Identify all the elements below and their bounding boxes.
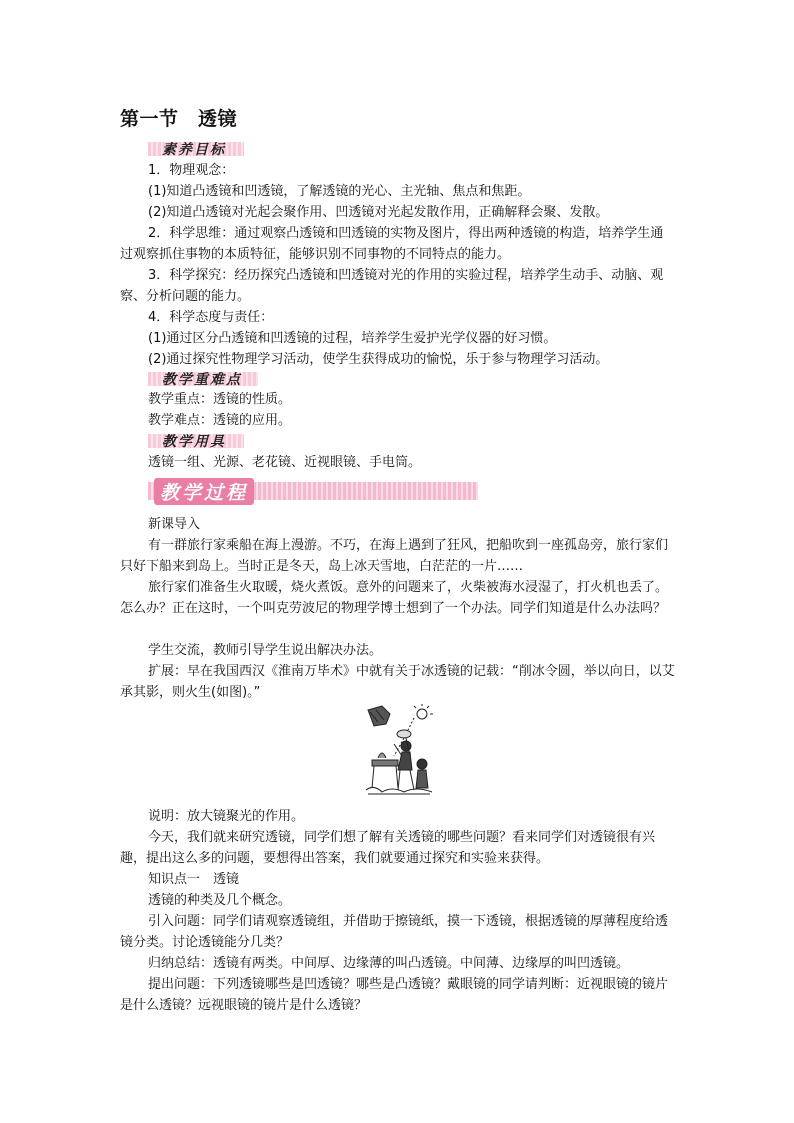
section-header-goals xyxy=(148,139,244,159)
keypoint-1: 教学重点：透镜的性质。 xyxy=(148,392,292,407)
process-paragraph-5: 说明：放大镜聚光的作用。 xyxy=(148,809,305,824)
goal-3: 3．科学探究：经历探究凸透镜和凹透镜对光的作用的实验过程，培养学生动手、动脑、观察、分析问题的能力。 xyxy=(120,268,664,304)
section-header-process xyxy=(148,478,478,504)
goal-4a: (1)通过区分凸透镜和凹透镜的过程，培养学生爱护光学仪器的好习惯。 xyxy=(148,331,557,346)
section-header-label: 教学用具 xyxy=(162,434,226,450)
process-paragraph-2: 旅行家们准备生火取暖，烧火煮饭。意外的问题来了，火柴被海水浸湿了，打火机也丢了。怎么办？正在这时，一个叫克劳波尼的物理学博士想到了一个办法。同学们知道是什么办法吗？ xyxy=(120,580,669,616)
goal-4: 4．科学态度与责任： xyxy=(148,310,274,325)
section-header-label: 素养目标 xyxy=(162,142,226,158)
goal-2: 2．科学思维：通过观察凸透镜和凹透镜的实物及图片，得出两种透镜的构造，培养学生通过观察抓住事物的本质特征，能够识别不同事物的不同特点的能力。 xyxy=(120,226,664,262)
process-paragraph-8: 透镜的种类及几个概念。 xyxy=(148,893,292,908)
tools-list: 透镜一组、光源、老花镜、近视眼镜、手电筒。 xyxy=(148,455,422,470)
section-header-label: 教学重难点 xyxy=(162,372,242,388)
process-paragraph-11: 提出问题：下列透镜哪些是凹透镜？哪些是凸透镜？戴眼镜的同学请判断：近视眼镜的镜片是什么透镜？远视眼镜的镜片是什么透镜？ xyxy=(120,977,669,1013)
process-paragraph-10: 归纳总结：透镜有两类。中间厚、边缘薄的叫凸透镜。中间薄、边缘厚的叫凹透镜。 xyxy=(148,956,630,971)
goal-1: 1．物理观念： xyxy=(148,163,235,178)
goal-1b: (2)知道凸透镜对光起会聚作用、凹透镜对光起发散作用，正确解释会聚、发散。 xyxy=(148,205,609,220)
ice-lens-illustration xyxy=(364,704,434,800)
section-header-tools xyxy=(148,431,244,451)
process-paragraph-1: 有一群旅行家乘船在海上漫游。不巧，在海上遇到了狂风，把船吹到一座孤岛旁，旅行家们只好下船来到岛上。当时正是冬天，岛上冰天雪地，白茫茫的一片…… xyxy=(120,538,669,574)
process-paragraph-4: 扩展：早在我国西汉《淮南万毕术》中就有关于冰透镜的记载：“削冰令圆，举以向日，以艾承其影，则火生(如图)。” xyxy=(120,664,675,700)
section-header-label: 教学过程 xyxy=(154,478,254,505)
section-header-keypoints xyxy=(148,369,258,389)
process-intro: 新课导入 xyxy=(148,517,201,532)
process-paragraph-3: 学生交流，教师引导学生说出解决办法。 xyxy=(148,643,383,658)
keypoint-2: 教学难点：透镜的应用。 xyxy=(148,413,292,428)
goal-1a: (1)知道凸透镜和凹透镜，了解透镜的光心、主光轴、焦点和焦距。 xyxy=(148,184,531,199)
process-paragraph-6: 今天，我们就来研究透镜，同学们想了解有关透镜的哪些问题？看来同学们对透镜很有兴趣，提出这么多的问题，要想得出答案，我们就要通过探究和实验来获得。 xyxy=(120,830,656,866)
process-paragraph-9: 引入问题：同学们请观察透镜组，并借助于擦镜纸，摸一下透镜，根据透镜的厚薄程度给透镜分类。讨论透镜能分几类？ xyxy=(120,914,669,950)
knowledge-point-1: 知识点一 透镜 xyxy=(148,872,240,887)
goal-4b: (2)通过探究性物理学习活动，使学生获得成功的愉悦，乐于参与物理学习活动。 xyxy=(148,352,609,367)
page-title: 第一节 透镜 xyxy=(120,108,238,130)
